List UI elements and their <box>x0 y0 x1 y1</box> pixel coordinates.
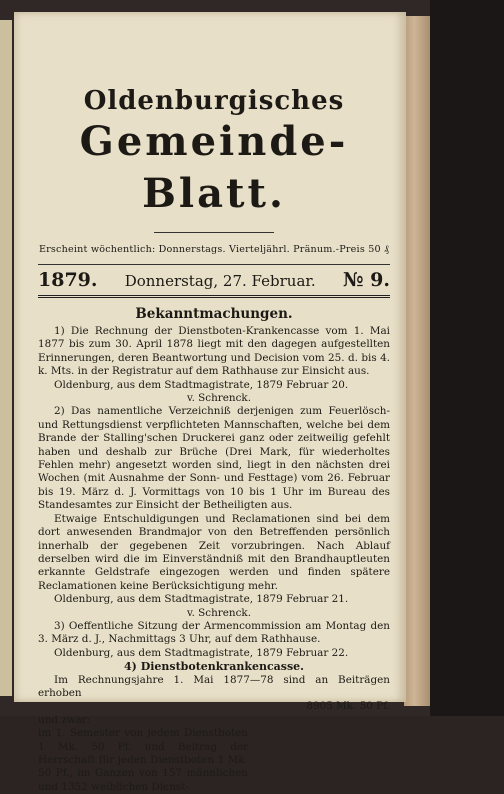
issue-date: Donnerstag, 27. Februar. <box>124 272 316 290</box>
notice-4-und-zwar: und zwar: <box>38 713 91 726</box>
previous-page-edge <box>0 20 12 696</box>
page-content <box>38 86 390 794</box>
masthead-small-title: Oldenburgisches <box>83 86 345 116</box>
notice-4-semester: im 1. Semester von jedem Dienstboten 1 Mk. 50 Pf. und Beitrag der Herrschaft für jeden Dienstboten 1 Mk. 50 Pf., im Ganzen von 157 männlichen und 1352 weiblichen Dienst- <box>38 727 248 793</box>
notice-1-text: 1) Die Rechnung der Dienstboten-Krankencasse vom 1. Mai 1877 bis zum 30. April 1878 liegt mit den dagegen aufgestellten Erinnerungen, deren Beantwortung und Decision vom 25. d. bis 4. k. Mts. in der Registratur auf dem Rathhause zur Einsicht aus. <box>38 325 390 378</box>
masthead-divider <box>154 232 274 233</box>
notice-1-dateline: Oldenburg, aus dem Stadtmagistrate, 1879 Februar 20. <box>54 378 349 391</box>
notice-2-continuation: Etwaige Entschuldigungen und Reclamationen sind bei dem dort anwesenden Brandmajor von den Betreffenden persönlich innerhalb der gegebenen Zeit vorzubringen. Nach Ablauf derselben wird die im Einverständniß mit den Brandhauptleuten erkannte Geldstrafe eingezogen werden und finden spätere Reclamationen keine Berücksichtigung mehr. <box>38 512 390 592</box>
notice-4-amount-row <box>38 700 390 713</box>
notice-4-heading: 4) Dienstbotenkrankencasse. <box>124 660 304 674</box>
publication-info: Erscheint wöchentlich: Donnerstags. Vierteljährl. Pränum.-Preis 50 ₰ <box>38 244 390 255</box>
notice-4-intro: Im Rechnungsjahre 1. Mai 1877—78 sind an Beiträgen erhoben <box>38 673 390 699</box>
dateline-double-rule <box>38 295 390 298</box>
notice-1-signature: v. Schrenck. <box>186 392 252 405</box>
notice-2-text: 2) Das namentliche Verzeichniß derjenigen zum Feuerlösch- und Rettungsdienst verpflichteten Mannschaften, welche bei dem Brande der Stalling'schen Druckerei ganz oder zeitweilig gefehlt haben und deshalb zur Brüche (Drei Mark, für wiederholtes Fehlen mehr) angesetzt worden sind, liegt in den nächsten drei Wochen (mit Ausnahme der Sonn- und Festtage) vom 26. Februar bis 19. März d. J. Vormittags von 10 bis 1 Uhr im Bureau des Standesamtes zur Einsicht der Betheiligten aus. <box>38 405 390 512</box>
newspaper-page <box>14 12 406 793</box>
article-body <box>38 325 390 794</box>
notice-3-dateline: Oldenburg, aus dem Stadtmagistrate, 1879 Februar 22. <box>54 646 349 659</box>
dateline <box>38 271 390 290</box>
page-stack-edge <box>404 16 430 706</box>
issue-number: № 9. <box>342 269 390 291</box>
book-cover-edge <box>430 0 504 716</box>
notice-2-signature: v. Schrenck. <box>186 606 252 619</box>
notice-2-dateline: Oldenburg, aus dem Stadtmagistrate, 1879 Februar 21. <box>54 593 349 606</box>
masthead-large-title: Gemeinde-Blatt. <box>79 118 349 217</box>
notice-3-text: 3) Oeffentliche Sitzung der Armencommission am Montag den 3. März d. J., Nachmittags 3 Uhr, auf dem Rathhause. <box>38 619 390 646</box>
section-title: Bekanntmachungen. <box>135 306 293 322</box>
issue-year: 1879. <box>38 269 98 291</box>
header-rule <box>38 264 390 265</box>
notice-4-amount: 8905 Mk. 50 Pf. <box>306 700 390 713</box>
